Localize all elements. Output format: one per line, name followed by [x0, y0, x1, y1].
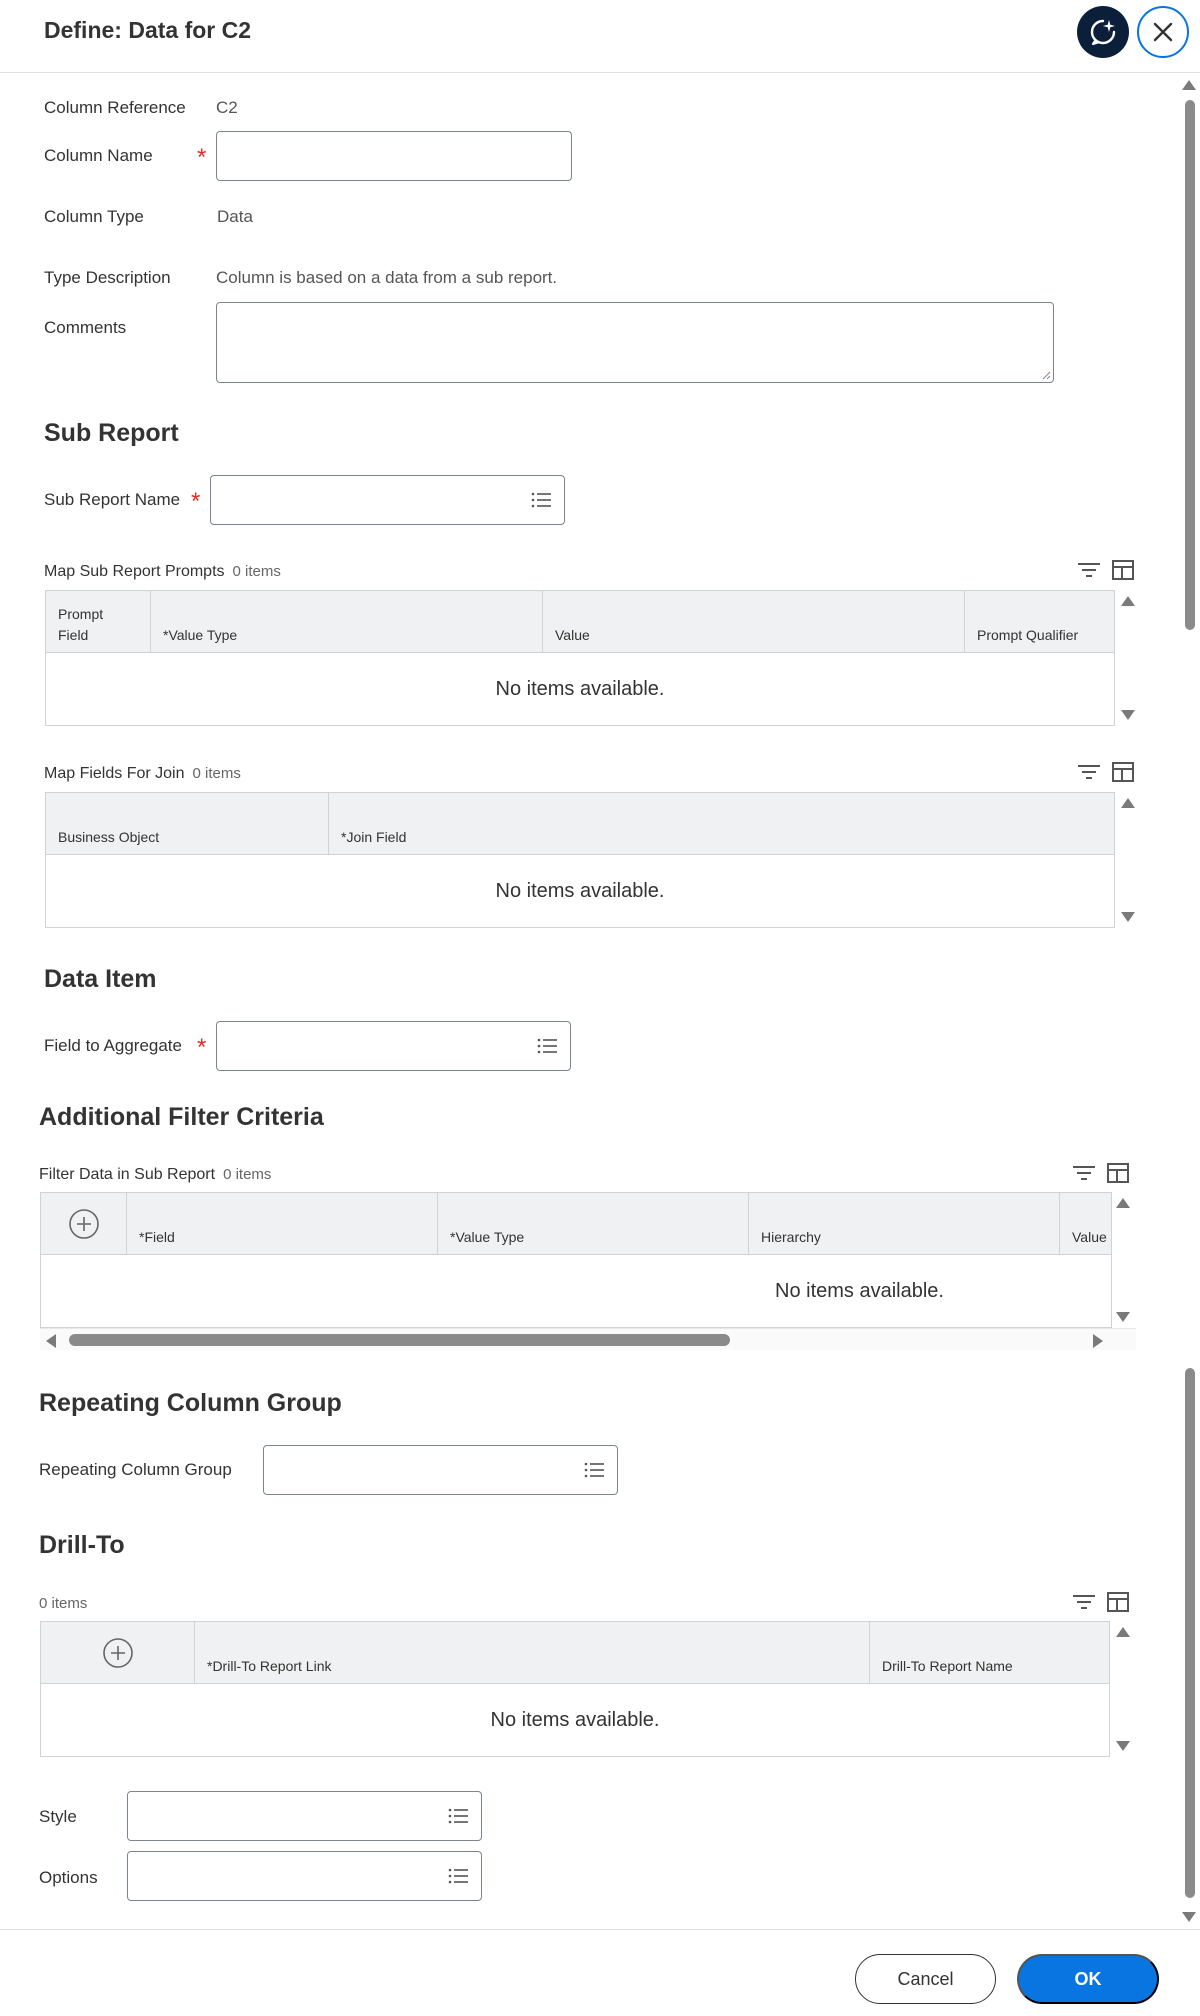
scroll-right-icon[interactable]	[1093, 1334, 1103, 1348]
add-column-cell	[41, 1622, 195, 1684]
prompts-grid-count: 0 items	[232, 563, 281, 580]
assistant-button[interactable]	[1077, 6, 1129, 58]
required-marker: *	[197, 1034, 207, 1061]
prompts-grid-title-text: Map Sub Report Prompts	[44, 563, 225, 580]
column-header-join-field[interactable]: *Join Field	[341, 828, 407, 845]
field-to-aggregate-label: Field to Aggregate	[44, 1036, 182, 1055]
column-header-field[interactable]: *Field	[127, 1193, 438, 1255]
dialog-header	[0, 0, 1200, 73]
resize-grip-icon[interactable]	[1041, 370, 1051, 380]
column-header-value[interactable]: Value	[1072, 1228, 1107, 1245]
field-to-aggregate-prompt[interactable]	[216, 1021, 571, 1071]
filter-criteria-heading: Additional Filter Criteria	[39, 1103, 324, 1131]
column-header-drill-to-report-link[interactable]: *Drill-To Report Link	[195, 1622, 870, 1684]
assistant-sparkle-icon	[1088, 17, 1118, 47]
scroll-down-icon[interactable]	[1121, 912, 1135, 922]
drill-grid	[40, 1621, 1110, 1757]
required-marker: *	[197, 144, 207, 171]
list-prompt-icon[interactable]	[530, 491, 552, 509]
prompts-grid	[45, 590, 1115, 726]
scroll-left-icon[interactable]	[46, 1334, 56, 1348]
column-type-value: Data	[217, 207, 253, 226]
hscroll-thumb[interactable]	[69, 1334, 730, 1346]
sub-report-name-prompt[interactable]	[210, 475, 565, 525]
column-name-label: Column Name	[44, 146, 153, 165]
close-button[interactable]	[1137, 6, 1189, 58]
drill-grid-tools	[1072, 1591, 1130, 1613]
column-header-business-object[interactable]: Business Object	[46, 793, 329, 855]
dialog-vscroll[interactable]	[1178, 74, 1200, 1928]
style-prompt[interactable]	[127, 1791, 482, 1841]
drill-grid-header	[41, 1622, 1109, 1684]
vscroll-thumb[interactable]	[1185, 1368, 1195, 1898]
style-label: Style	[39, 1807, 77, 1826]
prompts-grid-title	[44, 563, 281, 581]
drill-to-heading: Drill-To	[39, 1531, 125, 1559]
join-grid	[45, 792, 1115, 928]
dialog-title: Define: Data for C2	[44, 17, 252, 43]
scroll-up-icon[interactable]	[1121, 798, 1135, 808]
type-description-value: Column is based on a data from a sub report.	[216, 268, 558, 287]
add-row-icon[interactable]	[102, 1637, 134, 1669]
list-prompt-icon[interactable]	[536, 1037, 558, 1055]
dialog-body	[0, 74, 1176, 1928]
sub-report-heading: Sub Report	[44, 419, 179, 447]
drill-grid-vscroll[interactable]	[1112, 1621, 1134, 1757]
empty-message: No items available.	[495, 879, 665, 902]
list-prompt-icon[interactable]	[447, 1867, 469, 1885]
join-grid-title-text: Map Fields For Join	[44, 765, 185, 782]
prompts-grid-vscroll[interactable]	[1117, 590, 1139, 726]
column-header-value-type[interactable]: *Value Type	[438, 1193, 749, 1255]
column-name-input[interactable]	[216, 131, 572, 181]
filter-icon[interactable]	[1072, 1162, 1096, 1184]
scroll-down-icon[interactable]	[1121, 710, 1135, 720]
filter-grid	[40, 1192, 1112, 1328]
filter-icon[interactable]	[1072, 1591, 1096, 1613]
required-marker: *	[191, 488, 201, 515]
comments-label: Comments	[44, 318, 127, 337]
scroll-up-icon[interactable]	[1116, 1627, 1130, 1637]
filter-grid-header	[41, 1193, 1111, 1255]
empty-message	[41, 1255, 1112, 1327]
scroll-down-icon[interactable]	[1116, 1741, 1130, 1751]
scroll-up-icon[interactable]	[1182, 80, 1196, 90]
filter-grid-hscroll[interactable]	[40, 1328, 1136, 1350]
join-grid-tools	[1077, 761, 1135, 783]
empty-message: No items available.	[490, 1708, 660, 1731]
scroll-up-icon[interactable]	[1121, 596, 1135, 606]
ok-button[interactable]: OK	[1017, 1954, 1159, 2004]
column-header-hierarchy[interactable]: Hierarchy	[749, 1193, 1060, 1255]
column-reference-label: Column Reference	[44, 98, 186, 117]
data-item-heading: Data Item	[44, 965, 157, 993]
add-column-cell	[41, 1193, 127, 1255]
filter-grid-count: 0 items	[223, 1166, 272, 1183]
column-header-prompt-field[interactable]: Prompt Field	[46, 591, 151, 653]
drill-grid-count: 0 items	[39, 1595, 88, 1612]
filter-grid-tools	[1072, 1162, 1130, 1184]
vscroll-thumb-top[interactable]	[1185, 100, 1195, 630]
column-header-value[interactable]: Value	[543, 591, 965, 653]
scroll-down-icon[interactable]	[1182, 1912, 1196, 1922]
column-type-label: Column Type	[44, 207, 144, 226]
scroll-down-icon[interactable]	[1116, 1312, 1130, 1322]
options-label: Options	[39, 1868, 98, 1887]
type-description-label: Type Description	[44, 268, 171, 287]
column-layout-icon[interactable]	[1106, 1591, 1130, 1613]
repeating-heading: Repeating Column Group	[39, 1389, 342, 1417]
column-header-prompt-qualifier[interactable]: Prompt Qualifier	[977, 626, 1079, 643]
dialog-footer	[0, 1929, 1200, 2016]
column-layout-icon[interactable]	[1111, 761, 1135, 783]
drill-grid-title	[39, 1595, 87, 1613]
join-grid-count: 0 items	[192, 765, 241, 782]
column-layout-icon[interactable]	[1106, 1162, 1130, 1184]
column-reference-value: C2	[216, 98, 238, 117]
empty-message: No items available.	[495, 677, 665, 700]
add-row-icon[interactable]	[68, 1208, 100, 1240]
prompts-grid-tools	[1077, 559, 1135, 581]
comments-textarea[interactable]	[216, 302, 1054, 383]
column-layout-icon[interactable]	[1111, 559, 1135, 581]
column-header-value-type[interactable]: *Value Type	[151, 591, 543, 653]
sub-report-name-label: Sub Report Name	[44, 490, 181, 509]
filter-icon[interactable]	[1077, 761, 1101, 783]
filter-icon[interactable]	[1077, 559, 1101, 581]
filter-grid-vscroll[interactable]	[1112, 1192, 1134, 1328]
filter-grid-title-text: Filter Data in Sub Report	[39, 1166, 216, 1183]
join-grid-vscroll[interactable]	[1117, 792, 1139, 928]
repeating-column-group-label: Repeating Column Group	[39, 1460, 232, 1479]
join-grid-header	[46, 793, 1114, 855]
repeating-column-group-prompt[interactable]	[263, 1445, 618, 1495]
join-grid-title	[44, 765, 241, 783]
list-prompt-icon[interactable]	[447, 1807, 469, 1825]
column-header-drill-to-report-name[interactable]: Drill-To Report Name	[882, 1657, 1013, 1674]
list-prompt-icon[interactable]	[583, 1461, 605, 1479]
close-icon	[1152, 21, 1174, 43]
options-prompt[interactable]	[127, 1851, 482, 1901]
scroll-up-icon[interactable]	[1116, 1198, 1130, 1208]
prompts-grid-header	[46, 591, 1114, 653]
empty-message-text: No items available.	[775, 1279, 944, 1302]
cancel-button[interactable]: Cancel	[855, 1954, 996, 2004]
filter-grid-title	[39, 1166, 271, 1184]
